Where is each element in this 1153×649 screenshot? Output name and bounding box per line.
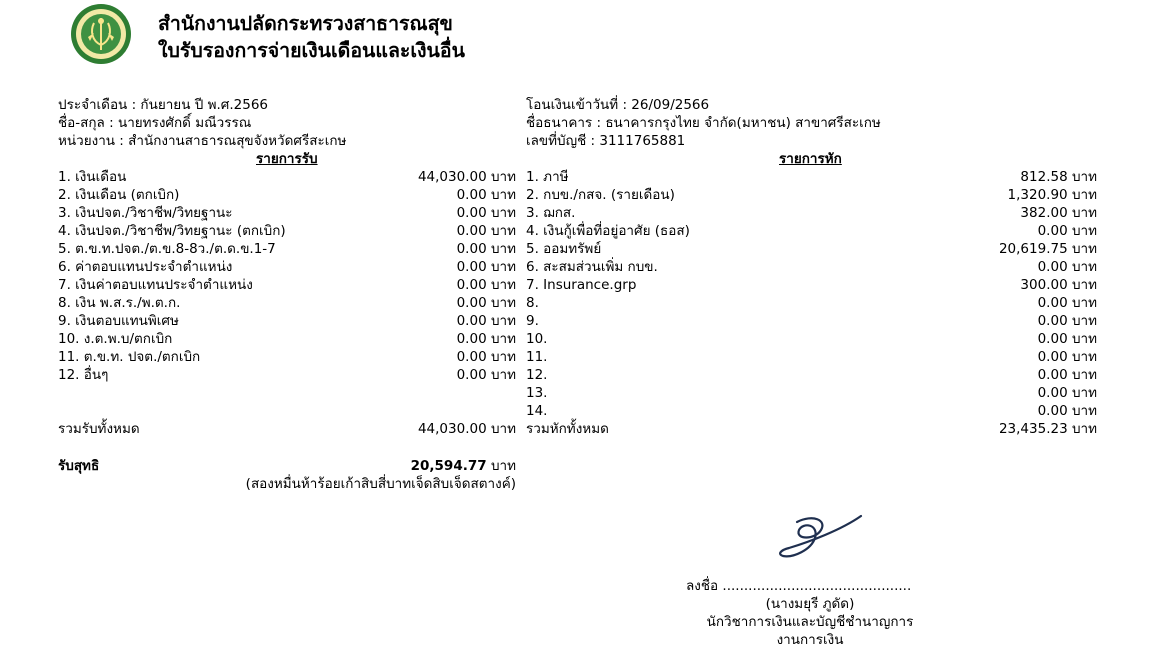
- deduction-total-label: รวมหักทั้งหมด: [526, 421, 609, 437]
- deduction-row: [526, 240, 1097, 258]
- account-number: เลขที่บัญชี : 3111765881: [526, 133, 686, 149]
- deduction-amount: 0.00 บาท: [1037, 331, 1097, 347]
- deduction-amount: 0.00 บาท: [1037, 349, 1097, 365]
- deduction-amount: 0.00 บาท: [1037, 385, 1097, 401]
- net-pay-label: รับสุทธิ: [58, 458, 100, 474]
- page-title: สำนักงานปลัดกระทรวงสาธารณสุข: [158, 12, 453, 35]
- transfer-date: โอนเงินเข้าวันที่ : 26/09/2566: [526, 97, 710, 113]
- signature-line: ลงชื่อ ............................................: [686, 578, 912, 594]
- deduction-label: 7. Insurance.grp: [526, 277, 637, 293]
- deduction-total-row: [526, 420, 1097, 438]
- deduction-amount: 300.00 บาท: [1020, 277, 1097, 293]
- handwritten-signature: [775, 510, 870, 562]
- income-row: [58, 312, 516, 330]
- deduction-amount: 0.00 บาท: [1037, 295, 1097, 311]
- income-label: 8. เงิน พ.ส.ร./พ.ต.ก.: [58, 295, 181, 311]
- income-label: 1. เงินเดือน: [58, 169, 127, 185]
- deduction-row: [526, 402, 1097, 420]
- income-amount: 0.00 บาท: [456, 259, 516, 275]
- bank-name: ชื่อธนาคาร : ธนาคารกรุงไทย จำกัด(มหาชน) สาขาศรีสะเกษ: [526, 115, 881, 131]
- income-label: 10. ง.ต.พ.บ/ตกเบิก: [58, 331, 173, 347]
- signer-name: (นางมยุรี ภูดัด): [765, 596, 855, 612]
- income-amount: 0.00 บาท: [456, 331, 516, 347]
- income-label: 4. เงินปจต./วิชาชีพ/วิทยฐานะ (ตกเบิก): [58, 223, 286, 239]
- deduction-row: [526, 276, 1097, 294]
- income-amount: 0.00 บาท: [456, 367, 516, 383]
- deduction-label: 8.: [526, 295, 539, 311]
- income-row: [58, 276, 516, 294]
- income-row: [58, 348, 516, 366]
- income-total-amount: 44,030.00 บาท: [417, 421, 516, 437]
- deduction-label: 5. ออมทรัพย์: [526, 241, 602, 257]
- deduction-amount: 0.00 บาท: [1037, 259, 1097, 275]
- income-total-row: [58, 420, 516, 438]
- income-amount: 0.00 บาท: [456, 349, 516, 365]
- income-row: [58, 204, 516, 222]
- income-label: 12. อื่นๆ: [58, 367, 109, 383]
- deduction-heading: รายการหัก: [779, 151, 842, 167]
- deduction-amount: 812.58 บาท: [1020, 169, 1097, 185]
- deduction-label: 12.: [526, 367, 548, 383]
- net-pay-text: (สองหมื่นห้าร้อยเก้าสิบสี่บาทเจ็ดสิบเจ็ดสตางค์): [245, 476, 516, 492]
- deduction-row: [526, 258, 1097, 276]
- deduction-row: [526, 312, 1097, 330]
- agency-unit: หน่วยงาน : สำนักงานสาธารณสุขจังหวัดศรีสะเกษ: [58, 133, 347, 149]
- income-row: [58, 366, 516, 384]
- income-label: 11. ต.ข.ท. ปจต./ตกเบิก: [58, 349, 201, 365]
- deduction-amount: 382.00 บาท: [1020, 205, 1097, 221]
- income-amount: 0.00 บาท: [456, 313, 516, 329]
- deduction-amount: 20,619.75 บาท: [998, 241, 1097, 257]
- deduction-row: [526, 294, 1097, 312]
- deduction-row: [526, 330, 1097, 348]
- income-amount: 0.00 บาท: [456, 223, 516, 239]
- deduction-label: 11.: [526, 349, 548, 365]
- deduction-label: 2. กบข./กสจ. (รายเดือน): [526, 187, 675, 203]
- net-pay-value: 20,594.77: [410, 458, 487, 474]
- income-row: [58, 240, 516, 258]
- income-amount: 44,030.00 บาท: [417, 169, 516, 185]
- deduction-row: [526, 204, 1097, 222]
- deduction-total-amount: 23,435.23 บาท: [998, 421, 1097, 437]
- income-label: 9. เงินตอบแทนพิเศษ: [58, 313, 179, 329]
- deduction-amount: 0.00 บาท: [1037, 313, 1097, 329]
- deduction-label: 9.: [526, 313, 539, 329]
- deduction-amount: 0.00 บาท: [1037, 223, 1097, 239]
- page-subtitle: ใบรับรองการจ่ายเงินเดือนและเงินอื่น: [158, 39, 465, 62]
- signer-position: นักวิชาการเงินและบัญชีชำนาญการ: [706, 614, 914, 630]
- income-total-label: รวมรับทั้งหมด: [58, 421, 140, 437]
- deduction-row: [526, 348, 1097, 366]
- income-row: [58, 222, 516, 240]
- ministry-seal-icon: [70, 3, 132, 65]
- deduction-row: [526, 186, 1097, 204]
- deduction-label: 13.: [526, 385, 548, 401]
- income-amount: 0.00 บาท: [456, 241, 516, 257]
- deduction-label: 4. เงินกู้เพื่อที่อยู่อาศัย (ธอส): [526, 223, 690, 239]
- deduction-label: 3. ฌกส.: [526, 205, 576, 221]
- income-amount: 0.00 บาท: [456, 277, 516, 293]
- deduction-amount: 0.00 บาท: [1037, 367, 1097, 383]
- income-label: 6. ค่าตอบแทนประจำตำแหน่ง: [58, 259, 233, 275]
- employee-name: ชื่อ-สกุล : นายทรงศักดิ์ มณีวรรณ: [58, 115, 252, 131]
- income-label: 2. เงินเดือน (ตกเบิก): [58, 187, 180, 203]
- income-amount: 0.00 บาท: [456, 205, 516, 221]
- income-label: 5. ต.ข.ท.ปจต./ต.ข.8-8ว./ต.ด.ข.1-7: [58, 241, 276, 257]
- income-heading: รายการรับ: [256, 151, 318, 167]
- net-pay-row: [300, 457, 516, 475]
- income-amount: 0.00 บาท: [456, 187, 516, 203]
- deduction-amount: 1,320.90 บาท: [1007, 187, 1097, 203]
- deduction-row: [526, 168, 1097, 186]
- income-amount: 0.00 บาท: [456, 295, 516, 311]
- deduction-label: 14.: [526, 403, 548, 419]
- income-row: [58, 294, 516, 312]
- income-label: 7. เงินค่าตอบแทนประจำตำแหน่ง: [58, 277, 253, 293]
- deduction-label: 10.: [526, 331, 548, 347]
- income-row: [58, 186, 516, 204]
- signer-department: งานการเงิน: [776, 632, 844, 648]
- deduction-label: 6. สะสมส่วนเพิ่ม กบข.: [526, 259, 658, 275]
- income-row: [58, 330, 516, 348]
- deduction-row: [526, 222, 1097, 240]
- deduction-label: 1. ภาษี: [526, 169, 569, 185]
- net-pay-unit: บาท: [490, 458, 516, 474]
- income-label: 3. เงินปจต./วิชาชีพ/วิทยฐานะ: [58, 205, 233, 221]
- income-row: [58, 258, 516, 276]
- income-row: [58, 168, 516, 186]
- deduction-amount: 0.00 บาท: [1037, 403, 1097, 419]
- deduction-row: [526, 366, 1097, 384]
- pay-month: ประจำเดือน : กันยายน ปี พ.ศ.2566: [58, 97, 269, 113]
- deduction-row: [526, 384, 1097, 402]
